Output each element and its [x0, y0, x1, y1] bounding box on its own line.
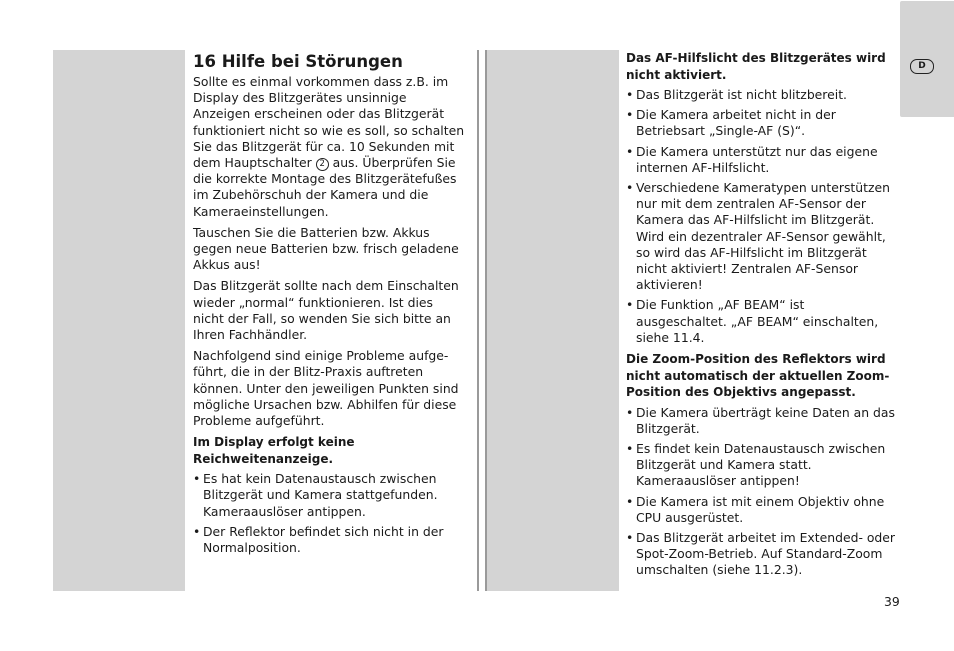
- list-item: • Die Kamera ist mit einem Objektiv ohne CPU ausgerüstet.: [626, 494, 896, 526]
- left-column: [193, 52, 465, 561]
- dealer-paragraph: Das Blitzgerät sollte nach dem Einschalten wieder „normal“ funktionieren. Ist dies nicht der Fall, so wenden Sie sich bitte an Ihren Fachhändler.: [193, 278, 459, 343]
- subheading-af-light: Das AF-Hilfslicht des Blitzgerätes wird nicht aktiviert.: [626, 51, 886, 82]
- language-badge: D: [910, 59, 934, 74]
- intro-text-a: Sollte es einmal vorkommen dass z.B. im Display des Blitzgerätes unsinnige Anzeigen erscheinen oder das Blitzgerät funktioniert nicht so wie es soll, so schalten Sie das Blitzgerät für ca. 10 Sekunden mit dem Hauptschalter: [193, 74, 465, 171]
- middle-margin-block: [487, 50, 619, 591]
- subheading-zoom-position: Die Zoom-Position des Reflektors wird nicht automatisch der aktuellen Zoom-Position des Objektivs angepasst.: [626, 352, 890, 400]
- subheading-range-display: Im Display erfolgt keine Reichweitenanzeige.: [193, 435, 355, 466]
- intro-text-b: aus. Überprüfen Sie die korrekte Montage des Blitzgerätefußes im Zubehörschuh der Kamera und die Kameraeinstellungen.: [193, 155, 457, 219]
- left-margin-block: [53, 50, 185, 591]
- list-item: • Die Funktion „AF BEAM“ ist ausgeschaltet. „AF BEAM“ einschalten, siehe 11.4.: [626, 297, 896, 346]
- section-title: 16 Hilfe bei Störungen: [193, 52, 403, 71]
- page-number: 39: [884, 594, 900, 609]
- right-column: [626, 50, 896, 584]
- battery-paragraph: Tauschen Sie die Batterien bzw. Akkus gegen neue Batterien bzw. frisch geladene Akkus aus!: [193, 224, 459, 273]
- column-divider-right: [485, 50, 487, 591]
- list-item: • Das Blitzgerät ist nicht blitzbereit.: [626, 87, 896, 103]
- list-item: • Es hat kein Datenaustausch zwischen Blitzgerät und Kamera stattgefunden. Kameraauslöser antippen.: [193, 471, 465, 520]
- list-item: • Die Kamera überträgt keine Daten an das Blitzgerät.: [626, 405, 896, 437]
- list-item: • Die Kamera arbeitet nicht in der Betriebsart „Single-AF (S)“.: [626, 107, 896, 139]
- problems-paragraph: Nachfolgend sind einige Probleme aufge- führt, die in der Blitz-Praxis auftreten können. Unter den jeweiligen Punkten sind mögliche Ursachen bzw. Abhilfen für diese Probleme aufgeführt.: [193, 348, 459, 429]
- list-item: • Es findet kein Datenaustausch zwischen Blitzgerät und Kamera statt. Kameraauslöser antippen!: [626, 441, 896, 490]
- list-item: • Die Kamera unterstützt nur das eigene internen AF-Hilfslicht.: [626, 144, 896, 176]
- main-switch-number-icon: 2: [316, 158, 329, 171]
- column-divider-left: [477, 50, 479, 591]
- list-item: • Das Blitzgerät arbeitet im Extended- oder Spot-Zoom-Betrieb. Auf Standard-Zoom umschalten (siehe 11.2.3).: [626, 530, 896, 579]
- range-display-list: [193, 471, 465, 556]
- list-item: • Der Reflektor befindet sich nicht in der Normalposition.: [193, 524, 465, 556]
- intro-paragraph: [193, 74, 465, 220]
- zoom-position-list: [626, 405, 896, 579]
- af-light-list: [626, 87, 896, 346]
- list-item: • Verschiedene Kameratypen unterstützen nur mit dem zentralen AF-Sensor der Kamera das AF-Hilfslicht im Blitzgerät. Wird ein dezentraler AF-Sensor gewählt, so wird das AF-Hilfslicht im Blitzgerät nicht aktiviert! Zentralen AF-Sensor aktivieren!: [626, 180, 896, 293]
